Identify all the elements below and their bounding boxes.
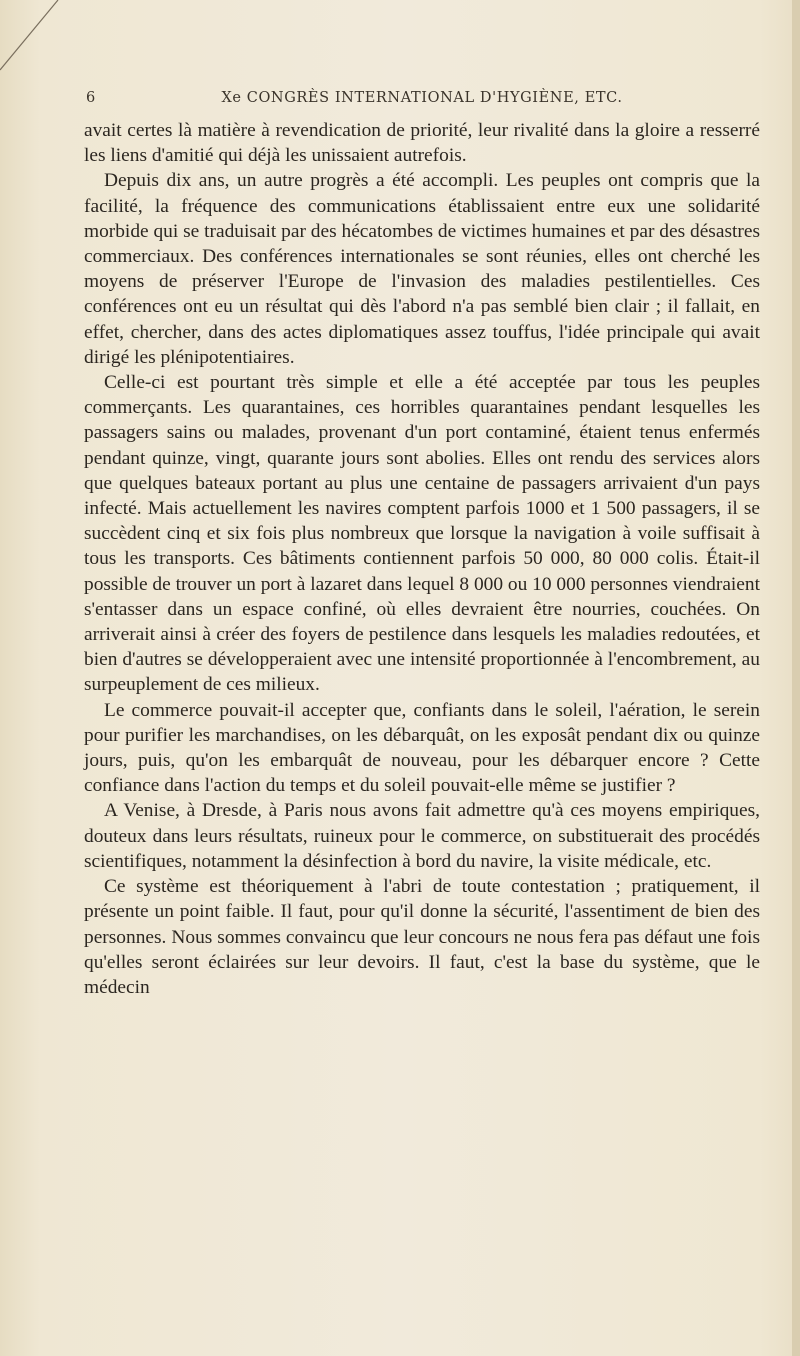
running-header [86, 90, 758, 112]
running-title: Xe CONGRÈS INTERNATIONAL D'HYGIÈNE, ETC. [221, 90, 623, 106]
paragraph: Depuis dix ans, un autre progrès a été accompli. Les peuples ont compris que la facilité, la fréquence des communications établissaient entre eux une solidarité morbide qui se traduisait par des hécatombes de victimes humaines et par des désastres commerciaux. Des conférences internationales se sont réunies, elles ont cherché les moyens de préserver l'Europe de l'invasion des maladies pestilentielles. Ces conférences ont eu un résultat qui dès l'abord n'a pas semblé bien clair ; il fallait, en effet, chercher, dans des actes diplomatiques assez touffus, l'idée principale qui avait dirigé les plénipotentiaires. [84, 170, 760, 368]
paragraph: Ce système est théoriquement à l'abri de toute contestation ; pratiquement, il présente un point faible. Il faut, pour qu'il donne la sécurité, l'assentiment de bien des personnes. Nous sommes convaincu que leur concours ne nous fera pas défaut une fois qu'elles seront éclairées sur leur devoirs. Il faut, c'est la base du système, que le médecin [84, 876, 760, 998]
paragraph: avait certes là matière à revendication de priorité, leur rivalité dans la gloire a resserré les liens d'amitié qui déjà les unissaient autrefois. [84, 120, 760, 167]
paragraph: Celle-ci est pourtant très simple et elle a été acceptée par tous les peuples commerçants. Les quarantaines, ces horribles quarantaines pendant lesquelles les passagers sains ou malades, provenant d'un port contaminé, étaient tenus enfermés pendant quinze, vingt, quarante jours sont abolies. Elles ont rendu des services alors que quelques bateaux portant au plus une centaine de passagers arrivaient d'un pays infecté. Mais actuellement les navires comptent parfois 1000 et 1 500 passagers, il se succèdent cinq et six fois plus nombreux que lorsque la navigation à voile suffisait à tous les transports. Ces bâtiments contiennent parfois 50 000, 80 000 colis. Était-il possible de trouver un port à lazaret dans lequel 8 000 ou 10 000 personnes viendraient s'entasser dans un espace confiné, où elles devraient être nourries, couchées. On arriverait ainsi à créer des foyers de pestilence dans lesquels les maladies redoutées, et bien d'autres se développeraient avec une intensité proportionnée à l'encombrement, au surpeuplement de ces milieux. [84, 372, 760, 696]
page-number: 6 [86, 90, 96, 106]
paragraph: A Venise, à Dresde, à Paris nous avons fait admettre qu'à ces moyens empiriques, douteux dans leurs résultats, ruineux pour le commerce, on substituerait des procédés scientifiques, notamment la désinfection à bord du navire, la visite médicale, etc. [84, 800, 760, 872]
paragraph: Le commerce pouvait-il accepter que, confiants dans le soleil, l'aération, le serein pour purifier les marchandises, on les débarquât, on les exposât pendant dix ou quinze jours, puis, qu'on les embarquât de nouveau, pour les débarquer encore ? Cette confiance dans l'action du temps et du soleil pouvait-elle même se justifier ? [84, 699, 760, 797]
body-text [84, 118, 760, 1000]
